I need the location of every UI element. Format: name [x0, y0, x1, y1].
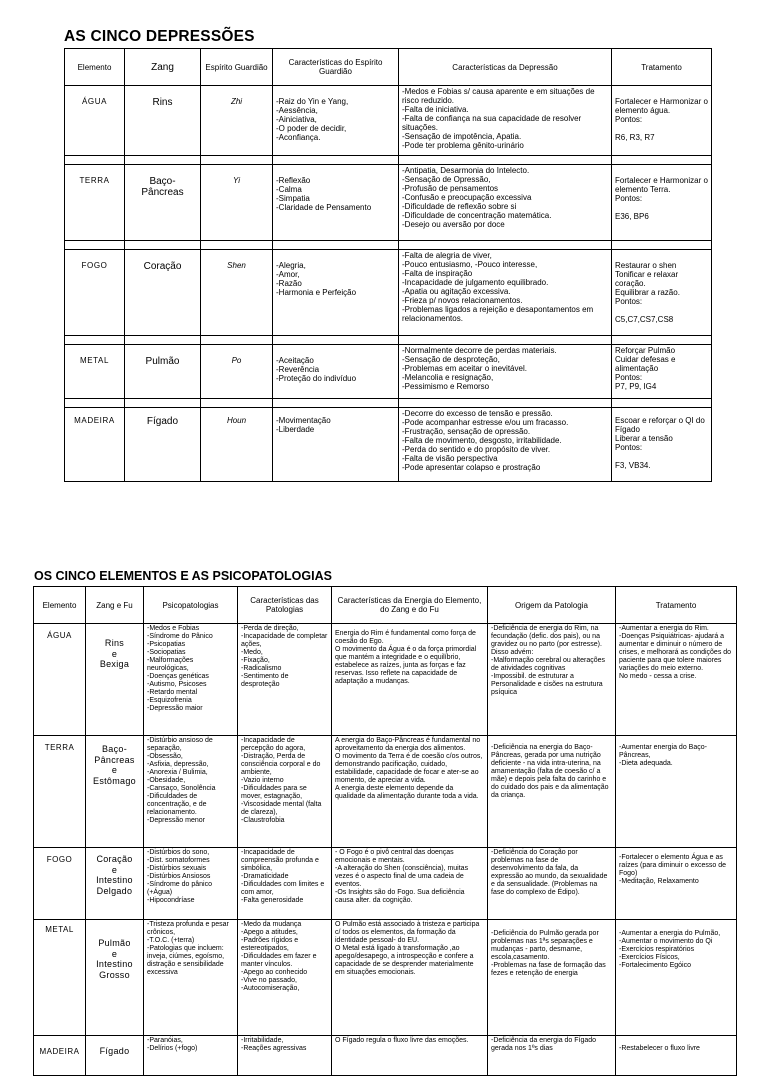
title-cinco-depressoes: AS CINCO DEPRESSÕES: [64, 28, 255, 45]
cell-elemento: METAL: [65, 345, 125, 399]
cell-tratamento: Restaurar o shen Tonificar e relaxar coração. Equilibrar a razão. Pontos: C5,C7,CS7,CS8: [612, 250, 712, 336]
cell-elemento: ÁGUA: [65, 86, 125, 156]
cell-zang-fu: Rins e Bexiga: [86, 624, 144, 736]
header-elemento: Elemento: [34, 587, 86, 624]
table-row: [34, 1036, 737, 1076]
cell-elemento: MADEIRA: [34, 1036, 86, 1076]
spacer-row: [65, 241, 712, 250]
header-psicopatologias: Psicopatologias: [144, 587, 238, 624]
cell-espirito: Yi: [201, 165, 273, 241]
cell-zang-fu: Coração e Intestino Delgado: [86, 848, 144, 920]
table-cinco-elementos: [33, 586, 737, 1076]
cell-origem: -Deficiência de energia do Rim, na fecundação (defic. dos pais), ou na gravidez ou no parto (por estresse). Disso advém: -Malformação cerebral ou alterações de atividades cognitivas -Impossibil. de estruturar a Personalidade e cisões na estrutura psíquica: [488, 624, 616, 736]
spacer-row: [65, 336, 712, 345]
title-cinco-elementos-psicopatologias: OS CINCO ELEMENTOS E AS PSICOPATOLOGIAS: [34, 569, 332, 583]
header-caracteristicas-energia: Características da Energia do Elemento, do Zang e do Fu: [332, 587, 488, 624]
cell-psicopatologias: -Tristeza profunda e pesar crônicos, -T.O.C. (+terra) -Patologias que incluem: inveja, ciúmes, egoísmo, distração e sensibilidade excessiva: [144, 920, 238, 1036]
header-zang: Zang: [125, 49, 201, 86]
cell-elemento: TERRA: [65, 165, 125, 241]
table-row: [34, 736, 737, 848]
cell-caracteristicas: -Raiz do Yin e Yang, -Aessência, -Ainiciativa, -O poder de decidir, -Aconfiança.: [273, 86, 399, 156]
header-tratamento: Tratamento: [616, 587, 737, 624]
header-caracteristicas-espirito: Características do Espírito Guardião: [273, 49, 399, 86]
cell-depressao: -Falta de alegria de viver, -Pouco entusiasmo, -Pouco interesse, -Falta de inspiração -Incapacidade de julgamento equilibrado. -Apatia ou agitação excessiva. -Frieza p/ novos relacionamentos. -Problemas ligados a rejeição e desapontamentos em relacionamentos.: [399, 250, 612, 336]
cell-espirito: Shen: [201, 250, 273, 336]
table-header-row: [34, 587, 737, 624]
cell-espirito: Houn: [201, 408, 273, 482]
cell-zang: Coração: [125, 250, 201, 336]
table-row: [65, 408, 712, 482]
cell-tratamento: -Fortalecer o elemento Água e as raízes (para diminuir o excesso de Fogo) -Meditação, Relaxamento: [616, 848, 737, 920]
cell-espirito: Zhi: [201, 86, 273, 156]
cell-depressao: -Medos e Fobias s/ causa aparente e em situações de risco reduzido. -Falta de iniciativa. -Falta de confiança na sua capacidade de resolver situações. -Sensação de impotência, Apatia. -Pode ter problema gênito-urinário: [399, 86, 612, 156]
cell-zang-fu: Pulmão e Intestino Grosso: [86, 920, 144, 1036]
cell-depressao: -Normalmente decorre de perdas materiais. -Sensação de desproteção, -Problemas em aceitar o inevitável. -Melancolia e resignação, -Pessimismo e Remorso: [399, 345, 612, 399]
spacer-row: [65, 399, 712, 408]
cell-energia: Energia do Rim é fundamental como força de coesão do Ego. O movimento da Água é o da força primordial que mantém a integridade e o equilíbrio, estabelece as raízes, junta as forças e faz reservas. Isso reflete na capacidade de adaptação a mudanças.: [332, 624, 488, 736]
cell-tratamento: Fortalecer e Harmonizar o elemento água. Pontos: R6, R3, R7: [612, 86, 712, 156]
cell-caracteristicas: -Irritabilidade, -Reações agressivas: [238, 1036, 332, 1076]
cell-tratamento: -Aumentar a energia do Rim. -Doenças Psiquiátricas- ajudará a aumentar e diminuir o número de crises, e melhorará as condições do paciente para que tolere maiores variações do meio externo. No medo - cessa a crise.: [616, 624, 737, 736]
header-tratamento: Tratamento: [612, 49, 712, 86]
cell-tratamento: -Restabelecer o fluxo livre: [616, 1036, 737, 1076]
cell-tratamento: Fortalecer e Harmonizar o elemento Terra. Pontos: E36, BP6: [612, 165, 712, 241]
cell-origem: -Deficiência da energia do Fígado gerada nos 1ºs dias: [488, 1036, 616, 1076]
table-row: [65, 345, 712, 399]
cell-energia: A energia do Baço-Pâncreas é fundamental no aproveitamento da energia dos alimentos. O movimento da Terra é de coesão c/os outros, demonstrando pacificação, cuidado, estabilidade, capacidade de focar e ater-se ao momento, de apreciar a vida. A energia deste elemento depende da qualidade da alimentação durante toda a vida.: [332, 736, 488, 848]
cell-zang: Rins: [125, 86, 201, 156]
cell-energia: O Pulmão está associado à tristeza e participa c/ todos os elementos, da formação da identidade pessoal- do EU. O Metal está ligado à transformação ,ao apego/desapego, a introspecção e confere a capacidade de se desprender materialmente em situações emocionais.: [332, 920, 488, 1036]
cell-depressao: -Antipatia, Desarmonia do Intelecto. -Sensação de Opressão, -Profusão de pensamentos -Confusão e preocupação excessiva -Dificuldade de reflexão sobre si -Dificuldade de concentração matemática. -Desejo ou aversão por doce: [399, 165, 612, 241]
spacer-row: [65, 156, 712, 165]
cell-zang: Baço- Pâncreas: [125, 165, 201, 241]
cell-tratamento: Reforçar Pulmão Cuidar defesas e alimentação Pontos: P7, P9, IG4: [612, 345, 712, 399]
cell-psicopatologias: -Paranóias, -Delírios (+fogo): [144, 1036, 238, 1076]
table-row: [34, 848, 737, 920]
cell-caracteristicas: -Incapacidade de compreensão profunda e simbólica, -Dramaticidade -Dificuldades com limites e com amor, -Falta generosidade: [238, 848, 332, 920]
cell-caracteristicas: -Perda de direção, -Incapacidade de completar ações, -Medo, -Fixação, -Radicalismo -Sentimento de desproteção: [238, 624, 332, 736]
cell-origem: -Deficiência na energia do Baço-Pâncreas, gerada por uma nutrição deficiente - na vida intra-uterina, na amamentação (falta de coesão c/ a mãe) e depois pela falta do carinho e do cuidado dos pais e da alimentação da criança.: [488, 736, 616, 848]
cell-caracteristicas: -Medo da mudança -Apego a atitudes, -Padrões rígidos e estereotipados, -Dificuldades em fazer e manter vínculos. -Apego ao conhecido -Vive no passado, -Autocomiseração,: [238, 920, 332, 1036]
cell-zang-fu: Baço- Pâncreas e Estômago: [86, 736, 144, 848]
cell-elemento: TERRA: [34, 736, 86, 848]
header-caracteristicas-patologias: Características das Patologias: [238, 587, 332, 624]
cell-elemento: METAL: [34, 920, 86, 1036]
cell-caracteristicas: -Aceitação -Reverência -Proteção do indivíduo: [273, 345, 399, 399]
cell-psicopatologias: -Medos e Fobias -Síndrome do Pânico -Psicopatias -Sociopatias -Malformações neurológicas, -Doenças genéticas -Autismo, Psicoses -Retardo mental -Esquizofrenia -Depressão maior: [144, 624, 238, 736]
cell-tratamento: -Aumentar a energia do Pulmão, -Aumentar o movimento do Qi -Exercícios respiratórios -Exercícios Físicos, -Fortalecimento Egóico: [616, 920, 737, 1036]
cell-zang: Pulmão: [125, 345, 201, 399]
table-row: [65, 250, 712, 336]
table-row: [34, 624, 737, 736]
cell-depressao: -Decorre do excesso de tensão e pressão. -Pode acompanhar estresse e/ou um fracasso. -Frustração, sensação de opressão. -Falta de movimento, desgosto, irritabilidade. -Perda do sentido e do propósito de viver. -Falta de visão perspectiva -Pode apresentar colapso e prostração: [399, 408, 612, 482]
header-origem-patologia: Origem da Patologia: [488, 587, 616, 624]
cell-elemento: ÁGUA: [34, 624, 86, 736]
table-row: [65, 86, 712, 156]
cell-zang-fu: Fígado: [86, 1036, 144, 1076]
cell-elemento: FOGO: [34, 848, 86, 920]
cell-caracteristicas: -Alegria, -Amor, -Razão -Harmonia e Perfeição: [273, 250, 399, 336]
cell-espirito: Po: [201, 345, 273, 399]
cell-caracteristicas: -Incapacidade de percepção do agora, -Distração, Perda de consciência corporal e do ambiente, -Vazio interno -Dificuldades para se mover, estagnação, -Viscosidade mental (falta de clareza), -Claustrofobia: [238, 736, 332, 848]
header-caracteristicas-depressao: Características da Depressão: [399, 49, 612, 86]
cell-psicopatologias: -Distúrbio ansioso de separação, -Obsessão, -Asfixia, depressão, -Anorexia / Bulimia, -Obesidade, -Cansaço, Sonolência -Dificuldades de concentração, e de relacionamento. -Depressão menor: [144, 736, 238, 848]
table-cinco-depressoes: [64, 48, 712, 482]
cell-zang: Fígado: [125, 408, 201, 482]
table-row: [65, 165, 712, 241]
cell-psicopatologias: -Distúrbios do sono, -Dist. somatoformes -Distúrbios sexuais -Distúrbios Ansiosos -Síndrome do pânico (+Água) -Hipocondríase: [144, 848, 238, 920]
header-zang-fu: Zang e Fu: [86, 587, 144, 624]
cell-tratamento: Escoar e reforçar o QI do Fígado Liberar a tensão Pontos: F3, VB34.: [612, 408, 712, 482]
table-header-row: [65, 49, 712, 86]
cell-origem: -Deficiência do Coração por problemas na fase de desenvolvimento da fala, da expressão ao mundo, da sexualidade e da sensualidade. (Problemas na fase do complexo de Édipo).: [488, 848, 616, 920]
cell-caracteristicas: -Reflexão -Calma -Simpatia -Claridade de Pensamento: [273, 165, 399, 241]
table-row: [34, 920, 737, 1036]
cell-tratamento: -Aumentar energia do Baço-Pâncreas, -Dieta adequada.: [616, 736, 737, 848]
cell-energia: - O Fogo é o pivô central das doenças emocionais e mentais. -A alteração do Shen (consciência), muitas vezes é o aspecto final de uma cadeia de eventos. -Os Insights são do Fogo. Sua deficiência causa alter. da cognição.: [332, 848, 488, 920]
cell-elemento: FOGO: [65, 250, 125, 336]
cell-elemento: MADEIRA: [65, 408, 125, 482]
header-espirito-guardiao: Espírito Guardião: [201, 49, 273, 86]
cell-origem: -Deficiência do Pulmão gerada por problemas nas 1ªs separações e mudanças - parto, desmame, escola,casamento. -Problemas na fase de formação das fezes e retenção de energia: [488, 920, 616, 1036]
header-elemento: Elemento: [65, 49, 125, 86]
cell-energia: O Fígado regula o fluxo livre das emoções.: [332, 1036, 488, 1076]
cell-caracteristicas: -Movimentação -Liberdade: [273, 408, 399, 482]
